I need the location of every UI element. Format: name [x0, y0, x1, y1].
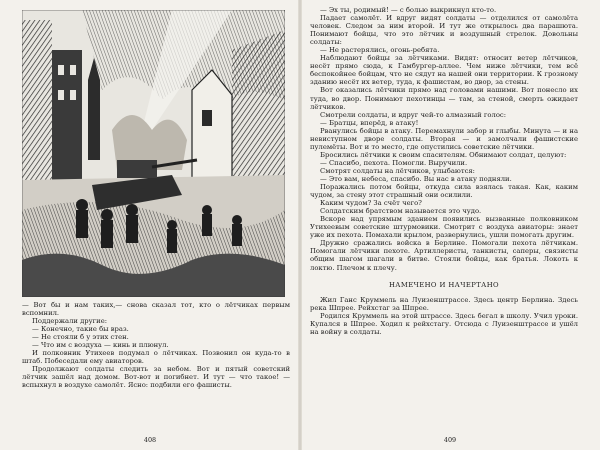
right-paragraph: — Эх ты, родимый! — с болью выкрикнул кто-то. — [320, 6, 497, 14]
section-title: НАМЕЧЕНО И НАЧЕРТАНО — [388, 280, 499, 289]
illustration-svg — [22, 10, 285, 297]
right-paragraph: Каким чудом? За счёт чего? — [320, 199, 422, 208]
right-paragraph: Вот оказались лётчики прямо над головами нашими. Вот понесло их туда, во двор. Понимают пехотинцы — там, за стеной, смерть ожидает лётчиков. — [310, 86, 578, 111]
left-paragraph: Продолжают солдаты следить за небом. Вот и пятый советский лётчик зашёл над домом. Вот-вот и погибнет. И тут — что такое! — вспыхнул в воздухе самолёт. Ясно: подбили его фашисты. — [22, 365, 290, 390]
right-paragraph: Смотрели солдаты, и вдруг чей-то алмазный голос: — [320, 110, 507, 119]
right-paragraph: Вскоре над упрямым зданием появились вызванные полковником Утихеевым советские штурмовики. Смотрит с воздуха авиаторы: знает уже их пехота. Помахали крылом, развернулись, ушли помогать другим. — [310, 215, 578, 240]
left-page-number: 408 — [143, 436, 157, 444]
right-paragraph: Падает самолёт. И вдруг видят солдаты — отделился от самолёта человек. Следом за ним второй. И тут же открылось два парашюта. Понимают бойцы, что это лётчик и воздушный стрелок. Довольны солдаты: — [310, 14, 578, 47]
right-paragraph: Наблюдают бойцы за лётчиками. Видят: относит ветер лётчиков, несёт прямо сюда, к Гамбургер-аллее. Чем ниже лётчики, тем всё беспокойнее бойцам, что не сядут на нашей они территории. К грозному зданию несёт их ветер, туда, к фашистам, во двор, за стены. — [310, 54, 578, 87]
left-page-text — [22, 301, 290, 390]
right-paragraph: Дружно сражались войска в Берлине. Помогали пехота лётчикам. Помогали лётчики пехоте. Артиллеристы, танкисты, саперы, связисты общим шагом шагали в битве. Стояли бойцы, как братья. Локоть к локтю. Плечом к плечу. — [310, 239, 578, 272]
right-paragraph: Рванулись бойцы в атаку. Перемахнули забор и глыбы. Минута — и на невиступном дворе солдаты. Вторая — и замолчали фашистские пулемёты. Вот и то место, где опустились советские лётчики. — [310, 126, 578, 151]
right-paragraph: — Братцы, вперёд, в атаку! — [320, 118, 419, 127]
right-paragraph: Бросились лётчики к своим спасителям. Обнимают солдат, целуют: — [320, 150, 567, 159]
right-paragraph: — Спасибо, пехота. Помогли. Выручили. — [320, 158, 468, 167]
right-paragraph: Солдатским братством называется это чудо. — [320, 207, 482, 216]
right-paragraph: — Не растерялись, огонь-ребята. — [320, 46, 440, 55]
right-page-text — [310, 6, 578, 336]
right-paragraph: Поражались потом бойцы, откуда сила взялась такая. Как, каким чудом, за стену этот страшный они осилили. — [310, 183, 578, 200]
section-paragraph: Родился Круммель на этой штрассе. Здесь бегал в школу. Учил уроки. Купался в Шпрее. Ходил к рейхстагу. Отсюда с Луизенштрассе и ушёл на войну в солдаты. — [310, 311, 578, 336]
right-page — [300, 0, 600, 450]
right-paragraph: — Это вам, небеса, спасибо. Вы нас в атаку подняли. — [320, 174, 512, 183]
left-paragraph: — Вот бы и нам таких,— снова сказал тот, кто о лётчиках первым вспомнил. — [22, 301, 290, 318]
left-paragraph: — Что им с воздуха — кинь и плюнул. — [32, 341, 169, 350]
left-paragraph: — Не стояли б у этих стен. — [32, 333, 129, 342]
right-page-number: 409 — [443, 436, 457, 444]
war-illustration — [22, 10, 285, 297]
left-paragraph: — Конечно, такие бы враз. — [32, 325, 129, 334]
section-paragraph: Жил Ганс Круммель на Луизенштрассе. Здесь центр Берлина. Здесь река Шпрее. Рейхстаг за Шпрее. — [310, 295, 578, 312]
left-paragraph: И полковник Утихеев подумал о лётчиках. Позвонил он куда-то в штаб. Побеседали ему авиаторов. — [22, 349, 290, 366]
right-paragraph: Смотрят солдаты на лётчиков, улыбаются: — [320, 166, 475, 175]
left-paragraph: Поддержали другие: — [32, 317, 108, 326]
